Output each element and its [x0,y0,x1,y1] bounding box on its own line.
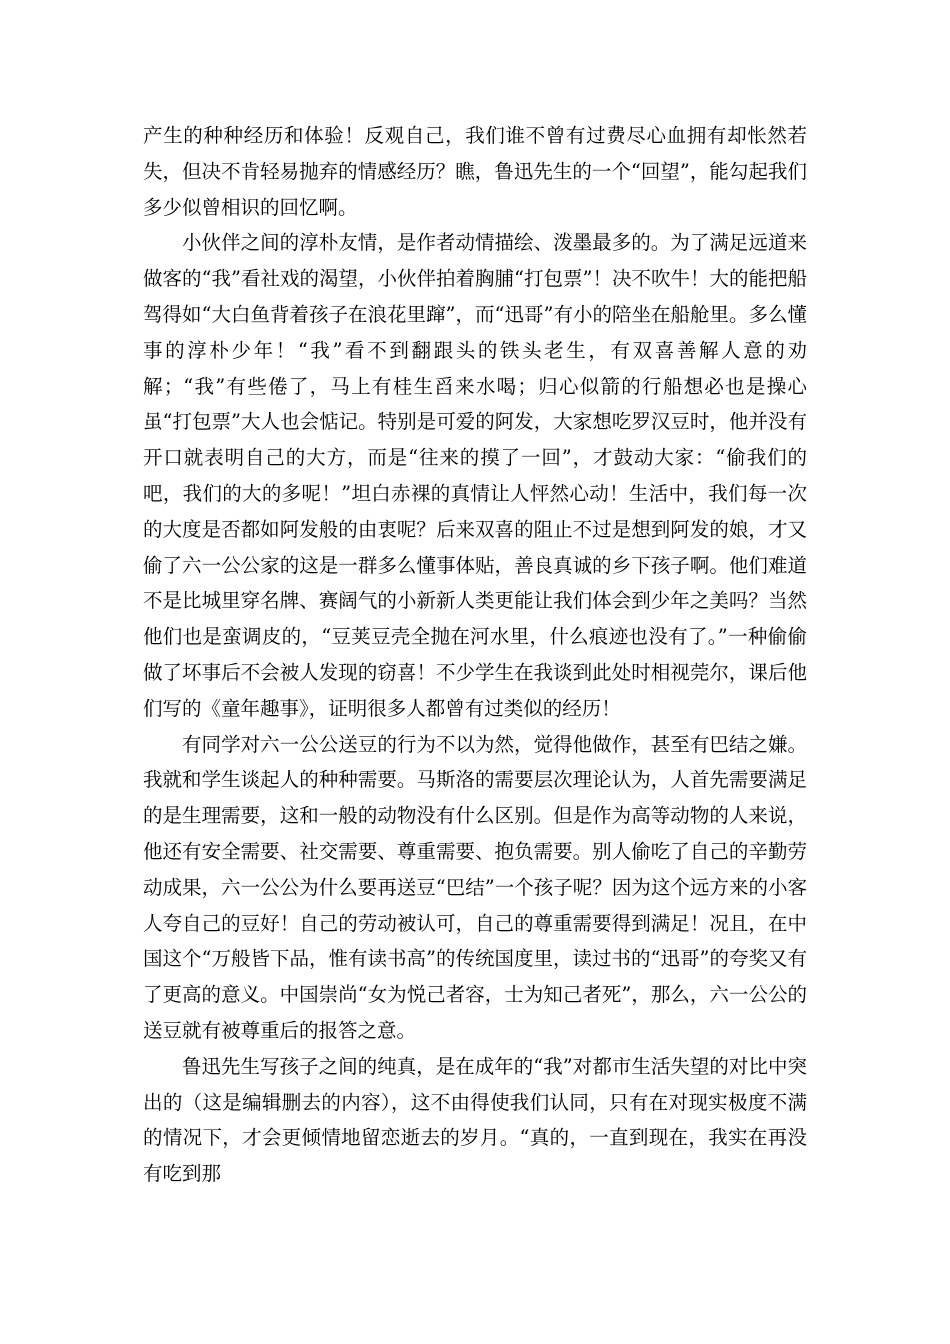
paragraph-2: 小伙伴之间的淳朴友情，是作者动情描绘、泼墨最多的。为了满足远道来做客的“我”看社戏的渴望，小伙伴拍着胸脯“打包票”！决不吹牛！大的能把船驾得如“大白鱼背着孩子在浪花里蹿”，而“迅哥”有小的陪坐在船舱里。多么懂事的淳朴少年！“我”看不到翻跟头的铁头老生，有双喜善解人意的劝解；“我”有些倦了，马上有桂生舀来水喝；归心似箭的行船想必也是操心虽“打包票”大人也会惦记。特别是可爱的阿发，大家想吃罗汉豆时，他并没有开口就表明自己的大方，而是“往来的摸了一回”，才鼓动大家：“偷我们的吧，我们的大的多呢！”坦白赤裸的真情让人怦然心动！生活中，我们每一次的大度是否都如阿发般的由衷呢？后来双喜的阻止不过是想到阿发的娘，才又偷了六一公公家的这是一群多么懂事体贴，善良真诚的乡下孩子啊。他们难道不是比城里穿名牌、赛阔气的小新新人类更能让我们体会到少年之美吗？当然他们也是蛮调皮的，“豆荚豆壳全抛在河水里，什么痕迹也没有了。”一种偷偷做了坏事后不会被人发现的窃喜！不少学生在我谈到此处时相视莞尔，课后他们写的《童年趣事》，证明很多人都曾有过类似的经历！ [143,231,807,720]
paragraph-1: 产生的种种经历和体验！反观自己，我们谁不曾有过费尽心血拥有却怅然若失，但决不肯轻易抛弃的情感经历？瞧，鲁迅先生的一个“回望”，能勾起我们多少似曾相识的回忆啊。 [143,124,807,219]
paragraph-4: 鲁迅先生写孩子之间的纯真，是在成年的“我”对都市生活失望的对比中突出的（这是编辑删去的内容），这不由得使我们认同，只有在对现实极度不满的情况下，才会更倾情地留恋逝去的岁月。“真的，一直到现在，我实在再没有吃到那 [143,1054,807,1186]
paragraph-3: 有同学对六一公公送豆的行为不以为然，觉得他做作，甚至有巴结之嫌。我就和学生谈起人的种种需要。马斯洛的需要层次理论认为，人首先需要满足的是生理需要，这和一般的动物没有什么区别。但是作为高等动物的人来说，他还有安全需要、社交需要、尊重需要、抱负需要。别人偷吃了自己的辛勤劳动成果，六一公公为什么要再送豆“巴结”一个孩子呢？因为这个远方来的小客人夸自己的豆好！自己的劳动被认可，自己的尊重需要得到满足！况且，在中国这个“万般皆下品，惟有读书高”的传统国度里，读过书的“迅哥”的夸奖又有了更高的意义。中国崇尚“女为悦己者容，士为知己者死”，那么，六一公公的送豆就有被尊重后的报答之意。 [143,732,807,1042]
document-page [143,118,807,1192]
